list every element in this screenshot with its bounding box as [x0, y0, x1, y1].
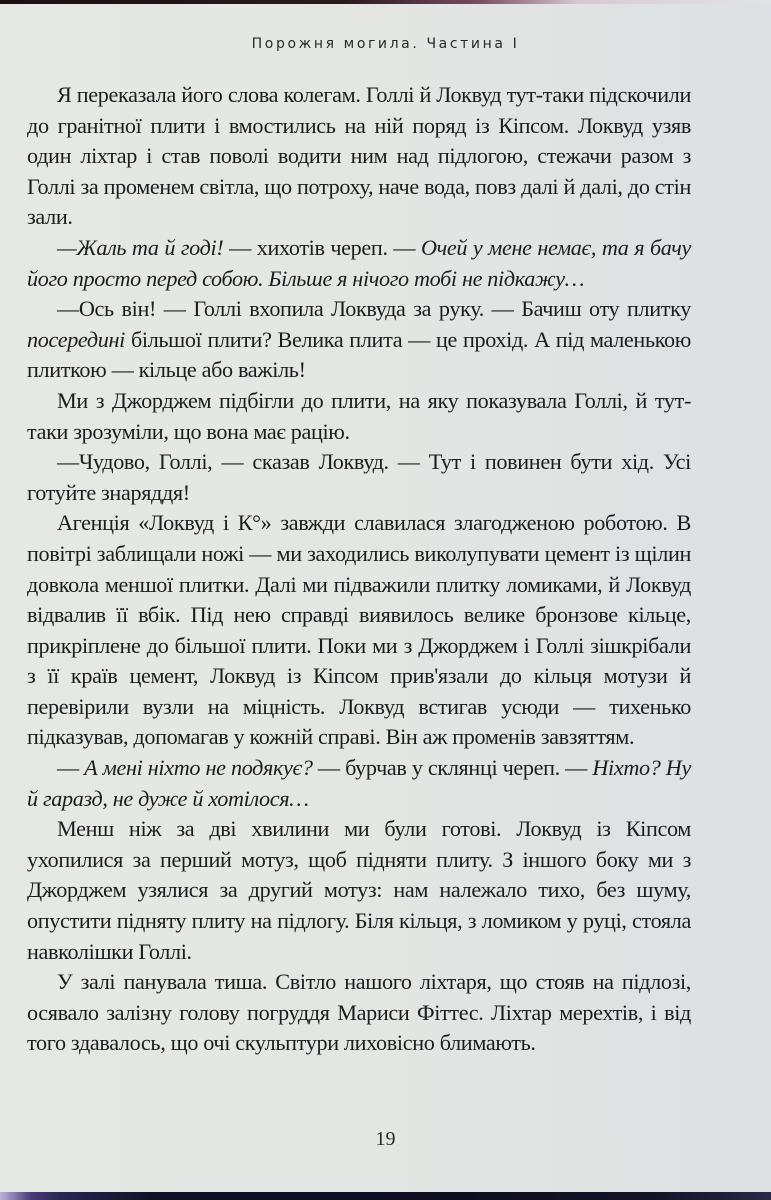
text-segment: —	[57, 755, 85, 781]
paragraph-4	[27, 386, 691, 447]
running-head: Порожня могила. Частина І	[251, 36, 520, 52]
text-segment: Агенція «Локвуд і К°» завжди славилася злагодженою роботою. В повітрі заблищали ножі — ми заходились виколупувати цемент із щілин довкола меншої плитки. Далі ми підважили плитку ломиками, й Локвуд відвалив її вбік. Під нею справді виявилось велике бронзове кільце, прикріплене до більшої плити. Поки ми з Джорджем і Голлі зішкрібали з її країв цемент, Локвуд із Кіпсом прив'язали до кільця мотузи й перевірили вузли на міцність. Локвуд встигав усюди — тихенько підказував, допомагав у кожній справі. Він аж променів завзяттям.	[27, 510, 691, 750]
text-segment: У залі панувала тиша. Світло нашого ліхтаря, що стояв на підлозі, осявало залізну голову погруддя Мариси Фіттес. Ліхтар мерехтів, і від того здавалось, що очі скульптури лиховісно блимають.	[27, 969, 691, 1056]
text-segment: — бурчав у склянці череп. —	[312, 755, 593, 781]
paragraph-9	[27, 967, 691, 1059]
paragraph-5	[27, 447, 691, 508]
text-segment: —Ось він! — Голлі вхопила Локвуда за руку. — Бачиш оту плитку	[57, 296, 691, 322]
italic-segment: посередині	[27, 326, 125, 352]
italic-segment: —Жаль та й годі!	[57, 234, 224, 260]
italic-segment: Очей у мене немає, та я бачу його просто перед собою. Більше я нічого тобі не підкажу…	[27, 234, 691, 291]
text-segment: — хихотів череп. —	[223, 234, 421, 260]
paragraph-7	[27, 753, 691, 814]
page-top-edge	[0, 0, 771, 4]
text-segment: більшої плити? Велика плита — це прохід. А під маленькою плиткою — кільце або важіль!	[27, 326, 691, 383]
paragraph-2	[27, 233, 691, 294]
page-number: 19	[375, 1128, 396, 1150]
paragraph-8	[27, 814, 691, 967]
text-segment: —Чудово, Голлі, — сказав Локвуд. — Тут і повинен бути хід. Усі готуйте знаряддя!	[27, 449, 691, 505]
body-text	[27, 80, 691, 1059]
text-segment: Ми з Джорджем підбігли до плити, на яку показувала Голлі, й тут-таки зрозуміли, що вона має рацію.	[27, 387, 691, 444]
page-bottom-edge	[0, 1192, 771, 1200]
text-segment: Менш ніж за дві хвилини ми були готові. Локвуд із Кіпсом ухопилися за перший мотуз, щоб підняти плиту. З іншого боку ми з Джорджем узялися за другий мотуз: нам належало тихо, без шуму, опустити підняту плиту на підлогу. Біля кільця, з ломиком у руці, стояла навколішки Голлі.	[27, 816, 691, 964]
paragraph-6	[27, 508, 691, 753]
paragraph-3	[27, 294, 691, 386]
text-segment: Я переказала його слова колегам. Голлі й Локвуд тут-таки підскочили до гранітної плити і вмостились на ній поряд із Кіпсом. Локвуд узяв один ліхтар і став поволі водити ним над підлогою, стежачи разом з Голлі за променем світла, що потроху, наче вода, повз далі й далі, до стін зали.	[27, 82, 691, 230]
paragraph-1	[27, 80, 691, 233]
italic-segment: Ніхто? Ну й гаразд, не дуже й хотілося…	[27, 755, 691, 811]
italic-segment: А мені ніхто не подякує?	[84, 755, 313, 781]
